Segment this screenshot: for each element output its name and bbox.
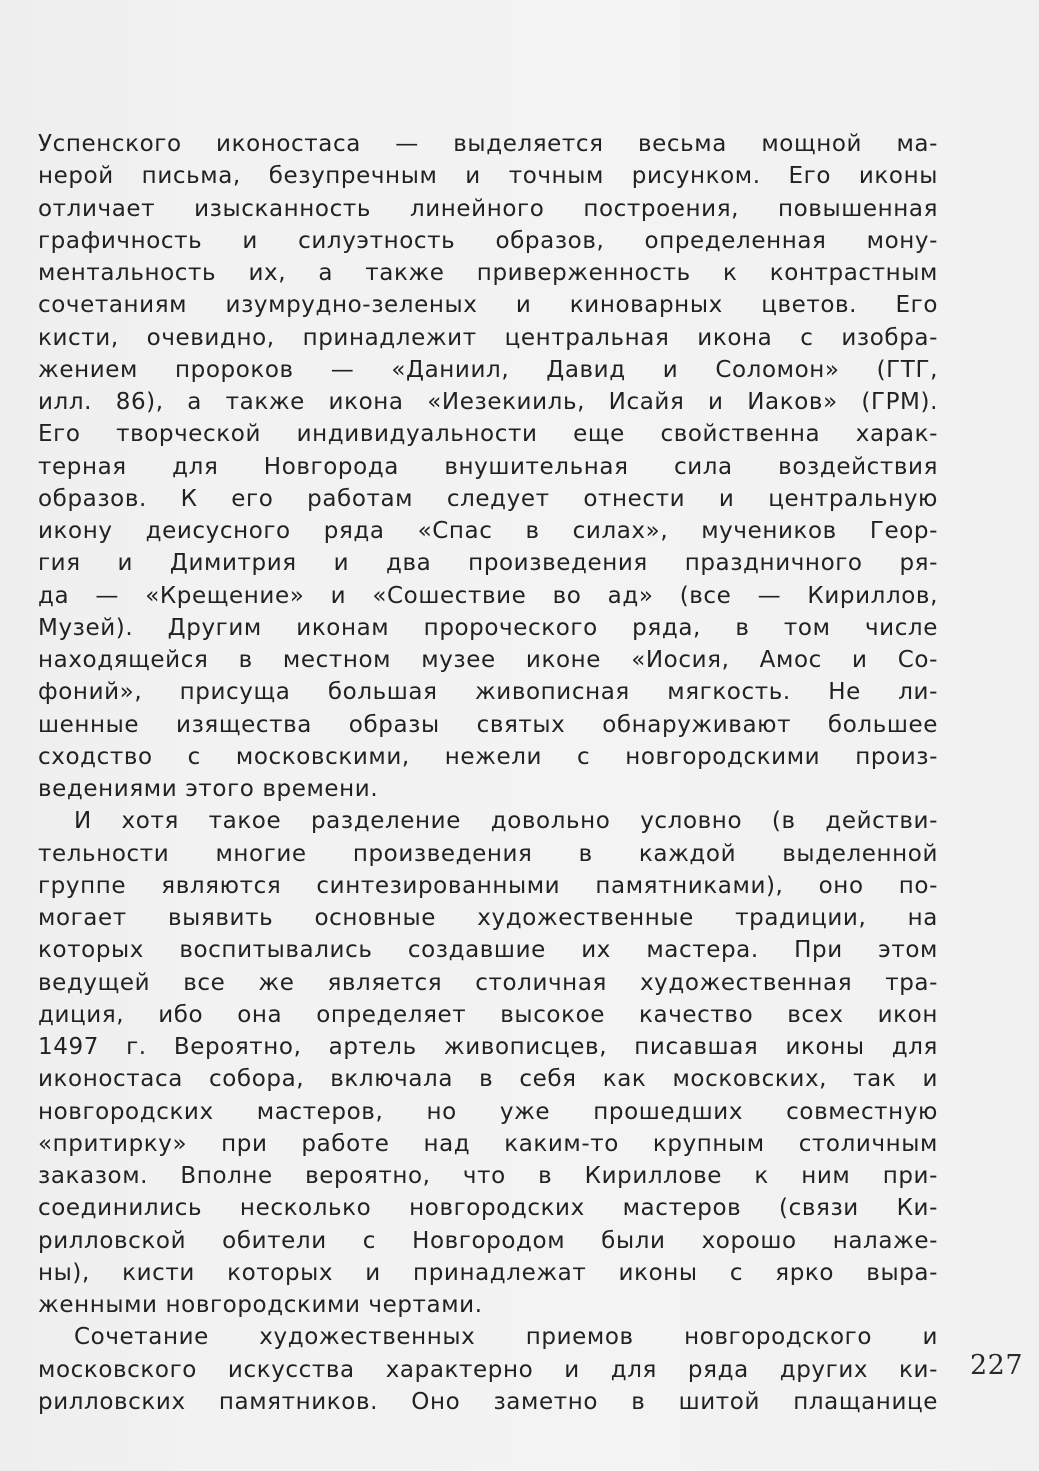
text-line: фоний», присуща большая живописная мягкость. Не ли- <box>38 679 938 706</box>
text-line: московского искусства характерно и для ряда других ки- <box>38 1356 938 1383</box>
text-line: 1497 г. Вероятно, артель живописцев, писавшая иконы для <box>38 1034 938 1060</box>
text-line: ведениями этого времени. <box>38 776 379 802</box>
text-line: сходство с московскими, нежели с новгородскими произ- <box>38 743 938 770</box>
text-line: кисти, очевидно, принадлежит центральная икона с изобра- <box>38 324 938 351</box>
text-line: икону деисусного ряда «Спас в силах», мучеников Геор- <box>38 518 938 544</box>
text-line: соединились несколько новгородских мастеров (связи Ки- <box>38 1195 938 1222</box>
text-line: Музей). Другим иконам пророческого ряда, в том числе <box>38 614 938 641</box>
text-line: которых воспитывались создавшие их мастера. При этом <box>38 937 938 964</box>
text-line: заказом. Вполне вероятно, что в Кириллове к ним при- <box>38 1163 938 1189</box>
text-line: Успенского иконостаса — выделяется весьма мощной ма- <box>38 131 938 157</box>
text-line: иконостаса собора, включала в себя как московских, так и <box>38 1066 938 1093</box>
text-line: диция, ибо она определяет высокое качество всех икон <box>38 1001 938 1028</box>
text-line: шенные изящества образы святых обнаруживают большее <box>38 711 938 738</box>
text-line: рилловской обители с Новгородом были хорошо налаже- <box>38 1227 938 1254</box>
text-line: сочетаниям изумрудно-зеленых и киноварных цветов. Его <box>38 292 938 319</box>
text-line: рилловских памятников. Оно заметно в шитой плащанице <box>38 1388 938 1415</box>
text-line: группе являются синтезированными памятниками), оно по- <box>38 872 938 899</box>
text-line: могает выявить основные художественные традиции, на <box>38 905 938 931</box>
text-line: отличает изысканность линейного построения, повышенная <box>38 195 938 222</box>
text-line: тельности многие произведения в каждой выделенной <box>38 840 938 867</box>
text-line: ментальность их, а также приверженность к контрастным <box>38 260 938 286</box>
text-line: да — «Крещение» и «Сошествие во ад» (все — Кириллов, <box>38 582 938 609</box>
text-line: жением пророков — «Даниил, Давид и Соломон» (ГТГ, <box>38 356 938 383</box>
text-line: новгородских мастеров, но уже прошедших совместную <box>38 1098 938 1125</box>
paragraph <box>38 128 938 805</box>
paragraph <box>38 805 938 1321</box>
text-line: илл. 86), а также икона «Иезекииль, Исайя и Иаков» (ГРМ). <box>38 389 938 415</box>
text-line: «притирку» при работе над каким-то крупным столичным <box>38 1130 938 1157</box>
text-line: нерой письма, безупречным и точным рисунком. Его иконы <box>38 163 938 190</box>
body-text <box>38 128 938 1418</box>
text-line: находящейся в местном музее иконе «Иосия, Амос и Со- <box>38 647 938 673</box>
text-line: терная для Новгорода внушительная сила воздействия <box>38 453 938 480</box>
text-line: гия и Димитрия и два произведения праздничного ря- <box>38 550 938 577</box>
text-line: И хотя такое разделение довольно условно (в действи- <box>74 808 938 835</box>
text-line: ведущей все же является столичная художественная тра- <box>38 969 938 996</box>
text-line: графичность и силуэтность образов, определенная мону- <box>38 227 938 254</box>
text-line: образов. К его работам следует отнести и центральную <box>38 485 938 512</box>
text-line: Сочетание художественных приемов новгородского и <box>74 1324 938 1351</box>
text-line: Его творческой индивидуальности еще свойственна харак- <box>38 421 938 448</box>
page-number: 227 <box>970 1350 1024 1381</box>
text-line: женными новгородскими чертами. <box>38 1292 483 1318</box>
text-line: ны), кисти которых и принадлежат иконы с ярко выра- <box>38 1259 938 1286</box>
paragraph <box>38 1321 938 1418</box>
